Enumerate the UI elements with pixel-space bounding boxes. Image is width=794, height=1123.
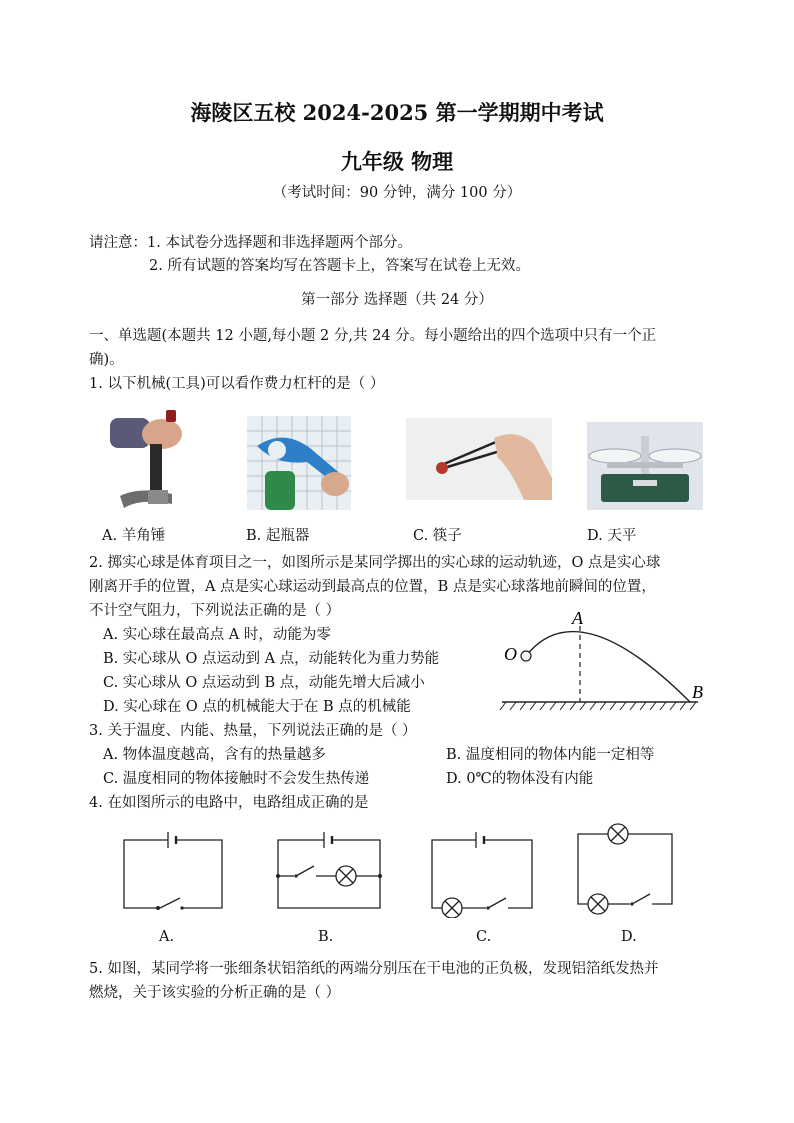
q1-option-c: C. 筷子 <box>413 528 462 544</box>
q1-option-a: A. 羊角锤 <box>102 528 166 544</box>
circuit-c <box>426 826 540 918</box>
bottle-opener-image <box>247 416 351 510</box>
q2-option-b: B. 实心球从 O 点运动到 A 点，动能转化为重力势能 <box>103 651 440 667</box>
notice-line-1: 请注意：1. 本试卷分选择题和非选择题两个部分。 <box>89 235 412 251</box>
circuit-b <box>272 826 386 916</box>
circuit-a <box>118 826 228 916</box>
q3-option-a: A. 物体温度越高，含有的热量越多 <box>103 747 326 763</box>
label-b: B <box>692 682 703 702</box>
section-instructions-line-2: 确)。 <box>89 352 124 368</box>
q1-option-d: D. 天平 <box>587 528 637 544</box>
exam-subject: 九年级 物理 <box>340 149 454 174</box>
trajectory-figure <box>498 610 708 716</box>
q4-label-d: D. <box>621 929 637 945</box>
label-o: O <box>504 644 517 664</box>
part-heading: 第一部分 选择题（共 24 分） <box>301 292 493 308</box>
q5-stem-line-1: 5. 如图，某同学将一张细条状铝箔纸的两端分别压在干电池的正负极，发现铝箔纸发热并 <box>89 961 659 977</box>
q2-option-d: D. 实心球在 O 点的机械能大于在 B 点的机械能 <box>103 699 411 715</box>
q3-stem: 3. 关于温度、内能、热量，下列说法正确的是（ ） <box>89 723 417 739</box>
q4-label-c: C. <box>476 929 492 945</box>
q3-option-b: B. 温度相同的物体内能一定相等 <box>446 747 655 763</box>
q2-option-c: C. 实心球从 O 点运动到 B 点，动能先增大后减小 <box>103 675 425 691</box>
chopsticks-image <box>406 418 552 500</box>
section-instructions-line-1: 一、单选题(本题共 12 小题,每小题 2 分,共 24 分。每小题给出的四个选项中只有一个正 <box>89 328 657 344</box>
q2-stem-line-1: 2. 掷实心球是体育项目之一，如图所示是某同学掷出的实心球的运动轨迹，O 点是实心球 <box>89 555 661 571</box>
q1-option-b: B. 起瓶器 <box>246 528 310 544</box>
q2-stem-line-2: 刚离开手的位置，A 点是实心球运动到最高点的位置，B 点是实心球落地前瞬间的位置， <box>89 579 656 595</box>
q5-stem-line-2: 燃烧，关于该实验的分析正确的是（ ） <box>89 985 341 1001</box>
q2-option-a: A. 实心球在最高点 A 时，动能为零 <box>103 627 331 643</box>
exam-info: （考试时间：90 分钟，满分 100 分） <box>272 185 522 201</box>
circuit-d <box>574 820 680 916</box>
notice-line-2: 2. 所有试题的答案均写在答题卡上，答案写在试卷上无效。 <box>149 258 530 274</box>
q4-stem: 4. 在如图所示的电路中，电路组成正确的是 <box>89 795 369 811</box>
q3-option-d: D. 0℃的物体没有内能 <box>446 771 594 787</box>
hammer-image <box>110 408 190 512</box>
q2-stem-line-3: 不计空气阻力，下列说法正确的是（ ） <box>89 603 341 619</box>
q4-label-b: B. <box>318 929 334 945</box>
balance-scale-image <box>587 422 703 510</box>
q4-label-a: A. <box>159 929 175 945</box>
q3-option-c: C. 温度相同的物体接触时不会发生热传递 <box>103 771 370 787</box>
q1-stem: 1. 以下机械(工具)可以看作费力杠杆的是（ ） <box>89 376 385 392</box>
ball-icon <box>521 651 531 661</box>
label-a: A <box>572 610 583 628</box>
exam-title: 海陵区五校 2024-2025 第一学期期中考试 <box>190 100 604 125</box>
